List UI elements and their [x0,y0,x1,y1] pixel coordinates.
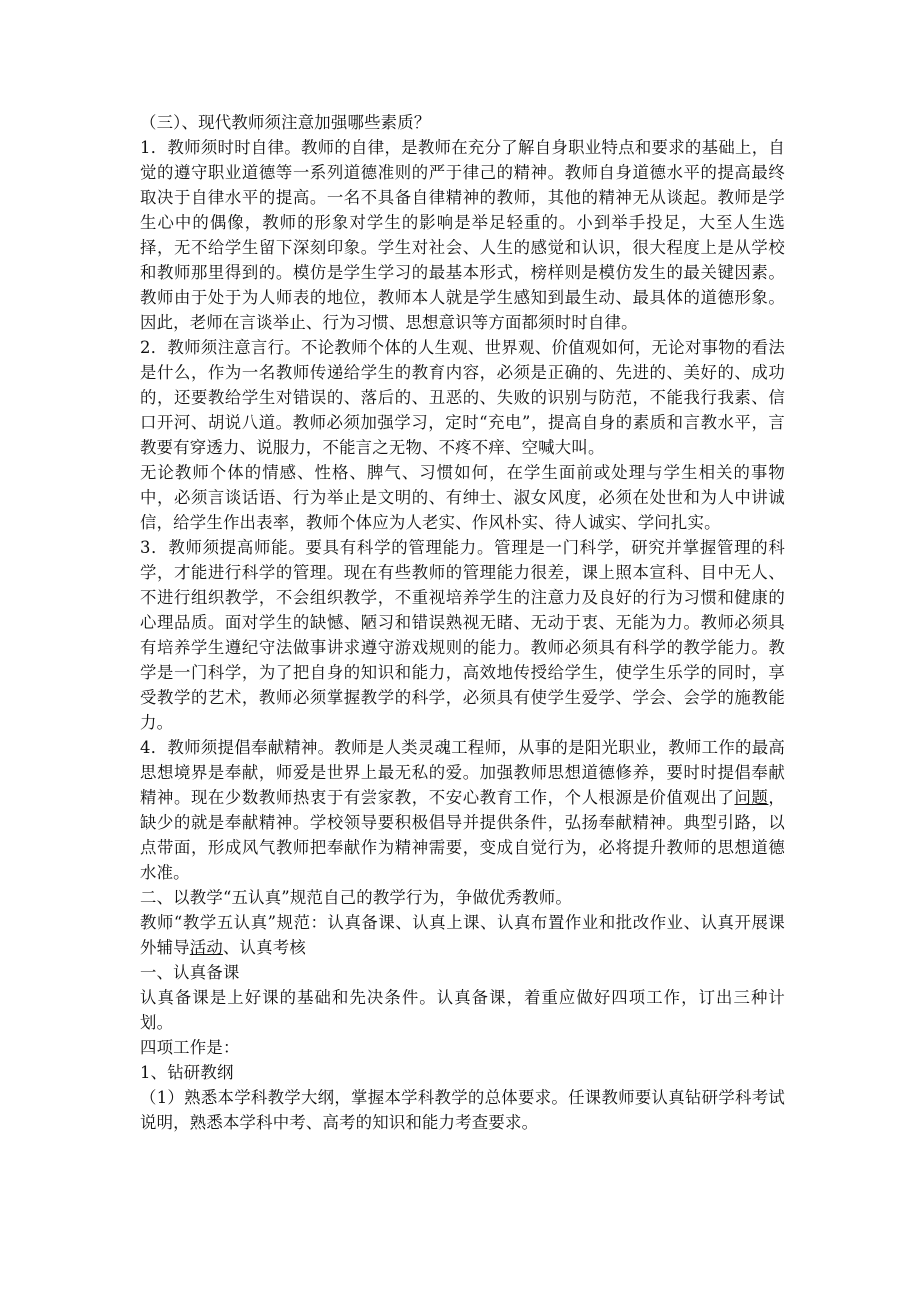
subsection-heading-prepare: 一、认真备课 [140,963,240,982]
paragraph-dedication-part2: ，缺少的就是奉献精神。学校领导要积极倡导并提供条件，弘扬奉献精神。典型引路，以点带面，形成风气教师把奉献作为精神需要，变成自觉行为，必将提升教师的思想道德水准。 [140,788,785,882]
paragraph-four-tasks: 四项工作是： [140,1038,240,1057]
link-activity[interactable]: 活动 [189,938,223,957]
paragraph-prepare: 认真备课是上好课的基础和先决条件。认真备课，着重应做好四项工作，订出三种计划。 [140,988,785,1032]
paragraph-five-standards [140,910,785,960]
section-two-heading: 二、以教学“五认真”规范自己的教学行为，争做优秀教师。 [140,888,572,907]
paragraph-dedication-part1: 4．教师须提倡奉献精神。教师是人类灵魂工程师，从事的是阳光职业，教师工作的最高思想境界是奉献，师爱是世界上最无私的爱。加强教师思想道德修养，要时时提倡奉献精神。现在少数教师热衷于有尝家教，不安心教育工作，个人根源是价值观出了 [140,738,785,807]
paragraph-conduct: 无论教师个体的情感、性格、脾气、习惯如何，在学生面前或处理与学生相关的事物中，必须言谈话语、行为举止是文明的、有绅士、淑女风度，必须在处世和为人中讲诚信，给学生作出表率，教师个体应为人老实、作风朴实、待人诚实、学问扎实。 [140,463,785,532]
section-heading: （三）、现代教师须注意加强哪些素质？ [140,113,431,132]
item-familiarize-syllabus: （1）熟悉本学科教学大纲，掌握本学科教学的总体要求。任课教师要认真钻研学科考试说明，熟悉本学科中考、高考的知识和能力考查要求。 [140,1088,785,1132]
paragraph-dedication [140,735,785,885]
document-page [140,110,785,1135]
paragraph-five-standards-part1: 教师“教学五认真”规范：认真备课、认真上课、认真布置作业和批改作业、认真开展课外辅导 [140,913,785,957]
paragraph-words-deeds: 2．教师须注意言行。不论教师个体的人生观、世界观、价值观如何，无论对事物的看法是什么，作为一名教师传递给学生的教育内容，必须是正确的、先进的、美好的、成功的，还要教给学生对错误的、落后的、丑恶的、失败的识别与防范，不能我行我素、信口开河、胡说八道。教师必须加强学习，定时“充电”，提高自身的素质和言教水平，言教要有穿透力、说服力，不能言之无物、不疼不痒、空喊大叫。 [140,338,785,457]
link-problem[interactable]: 问题 [734,788,769,807]
paragraph-self-discipline: 1．教师须时时自律。教师的自律，是教师在充分了解自身职业特点和要求的基础上，自觉的遵守职业道德等一系列道德准则的严于律己的精神。教师自身道德水平的提高最终取决于自律水平的提高。一名不具备自律精神的教师，其他的精神无从谈起。教师是学生心中的偶像，教师的形象对学生的影响是举足轻重的。小到举手投足，大至人生选择，无不给学生留下深刻印象。学生对社会、人生的感觉和认识，很大程度上是从学校和教师那里得到的。模仿是学生学习的最基本形式，榜样则是模仿发生的最关键因素。教师由于处于为人师表的地位，教师本人就是学生感知到最生动、最具体的道德形象。因此，老师在言谈举止、行为习惯、思想意识等方面都须时时自律。 [140,138,785,332]
item-study-syllabus: 1、钻研教纲 [140,1063,234,1082]
paragraph-five-standards-part2: 、认真考核 [222,938,306,957]
paragraph-teaching-ability: 3．教师须提高师能。要具有科学的管理能力。管理是一门科学，研究并掌握管理的科学，才能进行科学的管理。现在有些教师的管理能力很差，课上照本宣科、目中无人、不进行组织教学，不会组织教学，不重视培养学生的注意力及良好的行为习惯和健康的心理品质。面对学生的缺憾、陋习和错误熟视无睹、无动于衷、无能为力。教师必须具有培养学生遵纪守法做事讲求遵守游戏规则的能力。教师必须具有科学的教学能力。教学是一门科学，为了把自身的知识和能力，高效地传授给学生，使学生乐学的同时，享受教学的艺术，教师必须掌握教学的科学，必须具有使学生爱学、学会、会学的施教能力。 [140,538,785,732]
